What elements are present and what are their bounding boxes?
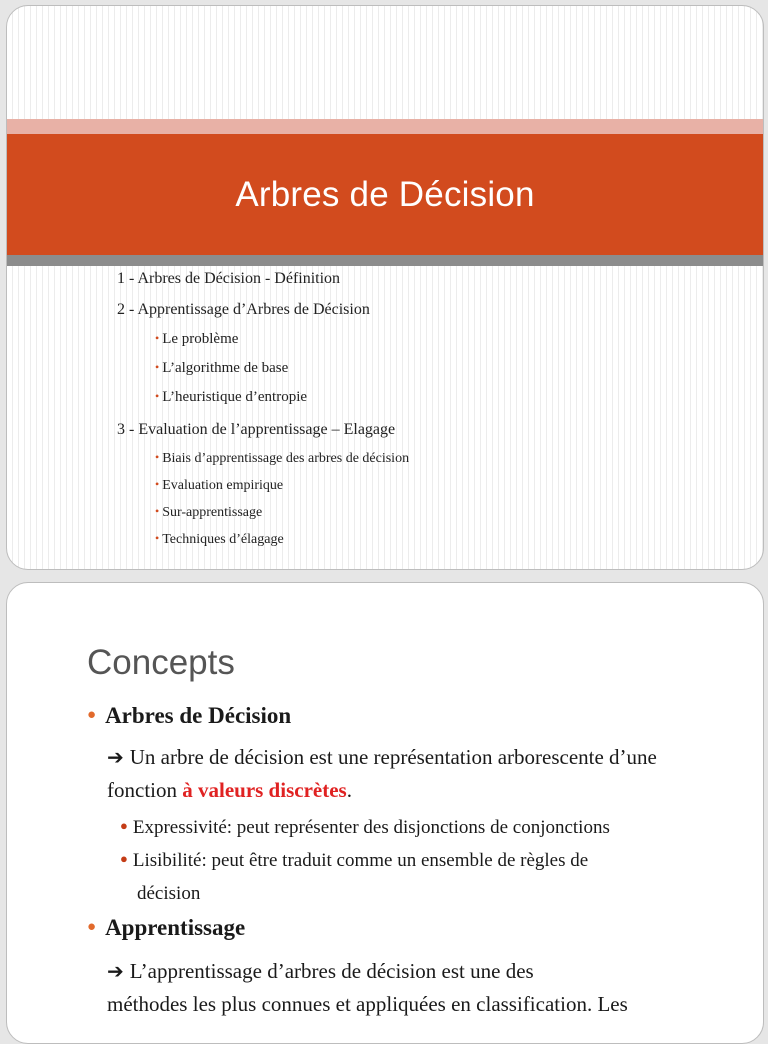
bullet-dot-icon: •: [155, 531, 160, 545]
outline-subitem-label: Sur-apprentissage: [162, 505, 263, 520]
bullet-dot-icon: •: [155, 477, 160, 491]
outline-item-label: 2 - Apprentissage d’Arbres de Décision: [117, 301, 370, 318]
outline-item-label: 1 - Arbres de Décision - Définition: [117, 270, 341, 287]
outline-subitem: [155, 478, 283, 494]
bullet-dot-icon: ●: [120, 818, 128, 833]
outline-subitem: [155, 331, 238, 348]
slide-1-title: Arbres de Décision: [235, 174, 535, 214]
definition-end: .: [346, 778, 352, 802]
outline-subitem: [155, 532, 284, 548]
apprentissage-text-line2: méthodes les plus connues et appliquées en classification. Les: [107, 992, 628, 1016]
outline-subitem: [155, 505, 262, 521]
apprentissage-paragraph: [107, 955, 727, 1021]
apprentissage-text-line1: L’apprentissage d’arbres de décision est une des: [129, 959, 534, 983]
slide-2-title: Concepts: [87, 643, 235, 682]
bullet-text-continued: décision: [137, 883, 201, 904]
title-band-top: [7, 119, 763, 134]
slide-1: [6, 5, 764, 570]
definition-text: Un arbre de décision est une représentation arborescente d’une fonction: [107, 745, 657, 802]
outline-item-3: [117, 421, 395, 439]
outline-item-label: 3 - Evaluation de l’apprentissage – Elagage: [117, 421, 396, 438]
bullet-dot-icon: •: [155, 389, 160, 403]
bullet-dot-icon: •: [155, 331, 160, 345]
bullet-dot-icon: ●: [87, 919, 97, 935]
outline: [7, 266, 763, 569]
outline-subitem: [155, 360, 288, 377]
section-heading-label: Arbres de Décision: [105, 703, 292, 728]
title-band-bottom: [7, 255, 763, 266]
outline-subitem-label: L’heuristique d’entropie: [162, 389, 308, 405]
outline-item-2: [117, 301, 370, 319]
outline-subitem-label: Le problème: [162, 331, 239, 347]
title-band: [7, 134, 763, 255]
outline-subitem-label: Biais d’apprentissage des arbres de décision: [162, 451, 410, 466]
bullet-dot-icon: ●: [120, 851, 128, 866]
bullet-dot-icon: •: [155, 450, 160, 464]
bullet-dot-icon: ●: [87, 707, 97, 723]
outline-subitem-label: Techniques d’élagage: [162, 532, 284, 547]
bullet-text: Expressivité: peut représenter des disjonctions de conjonctions: [132, 817, 610, 838]
section-heading-apprentissage: [87, 915, 245, 941]
definition-highlight: à valeurs discrètes: [182, 778, 347, 802]
outline-subitem-label: L’algorithme de base: [162, 360, 289, 376]
outline-subitem: [155, 451, 409, 467]
right-arrow-icon: ➔: [107, 745, 124, 769]
section-heading-arbres: [87, 703, 291, 729]
outline-subitem-label: Evaluation empirique: [162, 478, 284, 493]
slide-2: [6, 582, 764, 1044]
definition-paragraph: [107, 741, 727, 807]
bullet-text: Lisibilité: peut être traduit comme un ensemble de règles de: [132, 850, 589, 871]
section-heading-label: Apprentissage: [105, 915, 246, 940]
outline-subitem: [155, 389, 307, 406]
right-arrow-icon: ➔: [107, 959, 124, 983]
bullet-lisibilite: [120, 845, 720, 910]
bullet-dot-icon: •: [155, 360, 160, 374]
bullet-expressivite: [120, 812, 720, 845]
bullet-dot-icon: •: [155, 504, 160, 518]
outline-item-1: [117, 270, 340, 288]
